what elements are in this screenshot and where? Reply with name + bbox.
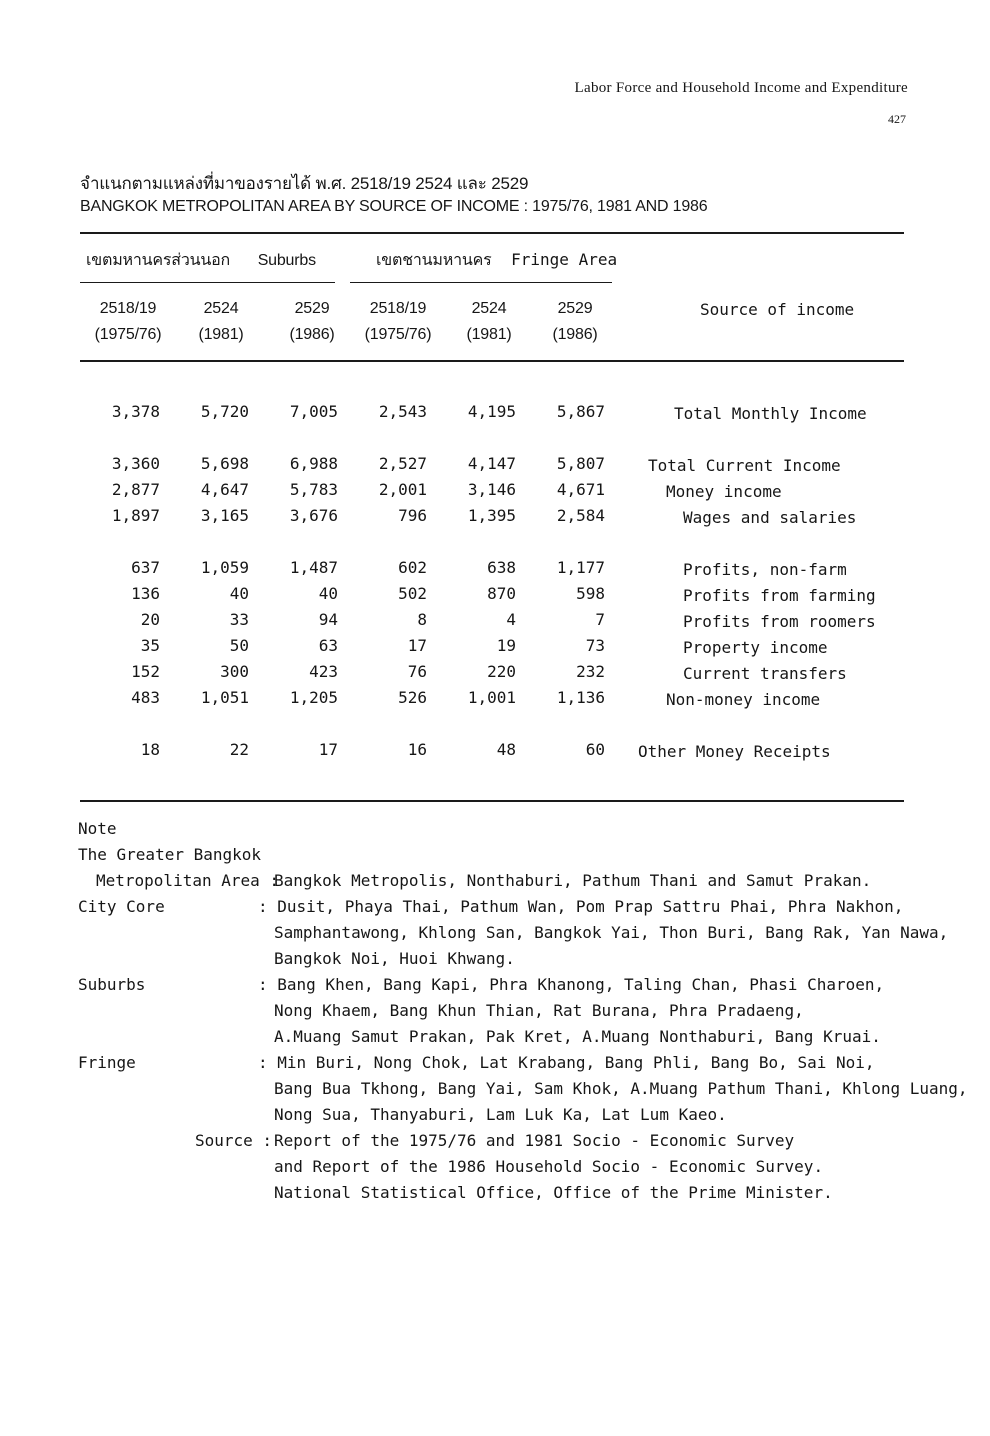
table-cell: 17	[318, 740, 338, 759]
row-label: Profits from roomers	[683, 612, 876, 631]
table-cell: 220	[487, 662, 516, 681]
note-text: : Dusit, Phaya Thai, Pathum Wan, Pom Prap Sattru Phai, Phra Nakhon,	[258, 897, 904, 916]
year-header-col-4	[353, 296, 443, 348]
note-label: Suburbs	[78, 975, 146, 994]
table-cell: 4	[506, 610, 516, 629]
table-cell: 18	[140, 740, 160, 759]
table-top-rule	[80, 232, 904, 234]
table-cell: 5,867	[556, 402, 605, 421]
year-header-be: 2529	[557, 300, 593, 317]
table-cell: 3,676	[289, 506, 338, 525]
note-text: National Statistical Office, Office of the Prime Minister.	[274, 1183, 833, 1202]
year-header-col-2	[176, 296, 266, 348]
table-cell: 637	[131, 558, 160, 577]
row-label: Other Money Receipts	[638, 742, 831, 761]
table-cell: 870	[487, 584, 516, 603]
year-header-ce: (1975/76)	[94, 326, 162, 343]
table-cell: 5,720	[200, 402, 249, 421]
table-cell: 19	[496, 636, 516, 655]
table-cell: 1,487	[289, 558, 338, 577]
year-header-ce: (1986)	[552, 326, 598, 343]
table-cell: 638	[487, 558, 516, 577]
group-header-suburbs: เขตมหานครส่วนนอก Suburbs	[86, 252, 316, 269]
table-cell: 1,051	[200, 688, 249, 707]
table-cell: 8	[417, 610, 427, 629]
note-label: City Core	[78, 897, 165, 916]
table-cell: 35	[140, 636, 160, 655]
note-text: Samphantawong, Khlong San, Bangkok Yai, Thon Buri, Bang Rak, Yan Nawa,	[274, 923, 949, 942]
table-cell: 4,195	[467, 402, 516, 421]
table-cell: 7	[595, 610, 605, 629]
note-label: The Greater Bangkok	[78, 845, 262, 864]
note-text: : Bang Khen, Bang Kapi, Phra Khanong, Taling Chan, Phasi Charoen,	[258, 975, 885, 994]
table-bottom-rule	[80, 800, 904, 802]
note-text: Bangkok Noi, Huoi Khwang.	[274, 949, 515, 968]
table-cell: 16	[407, 740, 427, 759]
table-cell: 526	[398, 688, 427, 707]
table-cell: 5,783	[289, 480, 338, 499]
year-header-be: 2529	[294, 300, 330, 317]
table-cell: 60	[585, 740, 605, 759]
table-cell: 2,543	[378, 402, 427, 421]
note-label: Metropolitan Area :	[96, 871, 280, 890]
year-header-col-3	[267, 296, 357, 348]
table-cell: 22	[229, 740, 249, 759]
table-cell: 40	[229, 584, 249, 603]
table-cell: 76	[407, 662, 427, 681]
table-cell: 3,165	[200, 506, 249, 525]
table-cell: 2,877	[111, 480, 160, 499]
table-cell: 63	[318, 636, 338, 655]
table-cell: 6,988	[289, 454, 338, 473]
source-of-income-header: Source of income	[700, 300, 855, 319]
note-text: A.Muang Samut Prakan, Pak Kret, A.Muang Nonthaburi, Bang Kruai.	[274, 1027, 881, 1046]
row-label: Profits, non-farm	[683, 560, 847, 579]
table-cell: 483	[131, 688, 160, 707]
running-title: Labor Force and Household Income and Expenditure	[574, 80, 908, 96]
note-label: Fringe	[78, 1053, 136, 1072]
table-cell: 3,360	[111, 454, 160, 473]
table-cell: 94	[318, 610, 338, 629]
row-label: Non-money income	[666, 690, 821, 709]
year-header-ce: (1975/76)	[364, 326, 432, 343]
table-cell: 1,205	[289, 688, 338, 707]
year-header-ce: (1986)	[289, 326, 335, 343]
table-cell: 4,147	[467, 454, 516, 473]
title-thai: จำแนกตามแหล่งที่มาของรายได้ พ.ศ. 2518/19 2524 และ 2529	[80, 174, 529, 193]
table-cell: 33	[229, 610, 249, 629]
table-cell: 1,001	[467, 688, 516, 707]
table-cell: 232	[576, 662, 605, 681]
suburbs-group-rule	[80, 282, 335, 283]
table-cell: 3,378	[111, 402, 160, 421]
table-cell: 423	[309, 662, 338, 681]
table-cell: 40	[318, 584, 338, 603]
table-cell: 7,005	[289, 402, 338, 421]
page-number: 427	[888, 112, 906, 126]
table-cell: 5,807	[556, 454, 605, 473]
note-text: : Min Buri, Nong Chok, Lat Krabang, Bang Phli, Bang Bo, Sai Noi,	[258, 1053, 875, 1072]
row-label: Current transfers	[683, 664, 847, 683]
row-label: Total Current Income	[648, 456, 841, 475]
note-text: Bangkok Metropolis, Nonthaburi, Pathum Thani and Samut Prakan.	[274, 871, 872, 890]
row-label: Money income	[666, 482, 782, 501]
year-header-be: 2518/19	[369, 300, 427, 317]
year-header-col-1	[83, 296, 173, 348]
table-cell: 2,527	[378, 454, 427, 473]
table-cell: 3,146	[467, 480, 516, 499]
table-cell: 152	[131, 662, 160, 681]
table-cell: 502	[398, 584, 427, 603]
table-cell: 1,897	[111, 506, 160, 525]
year-header-be: 2518/19	[99, 300, 157, 317]
note-text: Report of the 1975/76 and 1981 Socio - Economic Survey	[274, 1131, 795, 1150]
table-header-rule	[80, 360, 904, 362]
table-cell: 2,001	[378, 480, 427, 499]
table-cell: 796	[398, 506, 427, 525]
table-cell: 300	[220, 662, 249, 681]
year-header-ce: (1981)	[198, 326, 244, 343]
table-cell: 17	[407, 636, 427, 655]
title-english: BANGKOK METROPOLITAN AREA BY SOURCE OF INCOME : 1975/76, 1981 AND 1986	[80, 198, 708, 215]
table-cell: 1,395	[467, 506, 516, 525]
year-header-col-6	[530, 296, 620, 348]
table-cell: 4,671	[556, 480, 605, 499]
table-cell: 48	[496, 740, 516, 759]
note-text: Nong Khaem, Bang Khun Thian, Rat Burana, Phra Pradaeng,	[274, 1001, 804, 1020]
table-cell: 598	[576, 584, 605, 603]
row-label: Property income	[683, 638, 828, 657]
table-cell: 1,177	[556, 558, 605, 577]
table-cell: 602	[398, 558, 427, 577]
table-cell: 73	[585, 636, 605, 655]
note-text: Bang Bua Tkhong, Bang Yai, Sam Khok, A.Muang Pathum Thani, Khlong Luang,	[274, 1079, 968, 1098]
table-cell: 2,584	[556, 506, 605, 525]
note-heading: Note	[78, 819, 117, 838]
table-cell: 50	[229, 636, 249, 655]
year-header-be: 2524	[471, 300, 507, 317]
year-header-be: 2524	[203, 300, 239, 317]
fringe-group-rule	[350, 282, 612, 283]
year-header-col-5	[444, 296, 534, 348]
row-label: Total Monthly Income	[674, 404, 867, 423]
table-cell: 136	[131, 584, 160, 603]
table-cell: 20	[140, 610, 160, 629]
note-label: Source :	[195, 1131, 273, 1150]
row-label: Wages and salaries	[683, 508, 857, 527]
note-text: Nong Sua, Thanyaburi, Lam Luk Ka, Lat Lum Kaeo.	[274, 1105, 727, 1124]
table-cell: 1,059	[200, 558, 249, 577]
note-text: and Report of the 1986 Household Socio - Economic Survey.	[274, 1157, 824, 1176]
table-cell: 4,647	[200, 480, 249, 499]
year-header-ce: (1981)	[466, 326, 512, 343]
table-cell: 1,136	[556, 688, 605, 707]
table-cell: 5,698	[200, 454, 249, 473]
row-label: Profits from farming	[683, 586, 876, 605]
group-header-fringe: เขตชานมหานคร Fringe Area	[376, 250, 618, 269]
